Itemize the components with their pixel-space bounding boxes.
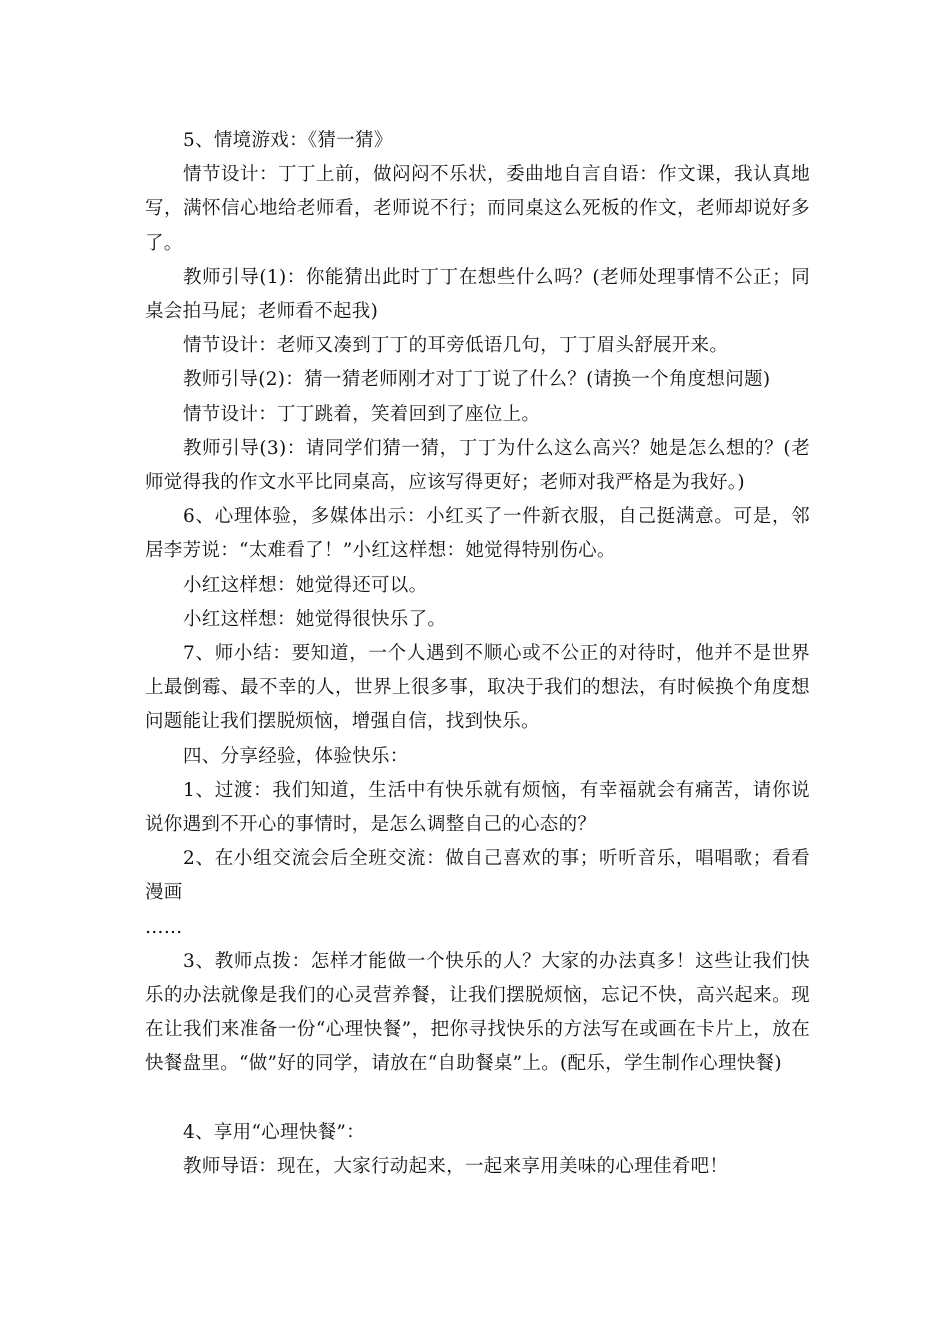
- paragraph-transition: 1、过渡：我们知道，生活中有快乐就有烦恼，有幸福就会有痛苦，请你说说你遇到不开心的事情时，是怎么调整自己的心态的？: [145, 779, 810, 836]
- paragraph-group-exchange: 2、在小组交流会后全班交流：做自己喜欢的事；听听音乐，唱唱歌；看看漫画: [145, 848, 810, 904]
- paragraph-guide-2: 教师引导(2)：猜一猜老师刚才对丁丁说了什么？(请换一个角度想问题): [183, 369, 771, 391]
- heading-share-experience: 四、分享经验，体验快乐：: [183, 745, 409, 767]
- heading-enjoy-snack: 4、享用“心理快餐”：: [183, 1121, 365, 1143]
- paragraph-teacher-words: 教师导语：现在，大家行动起来，一起来享用美味的心理佳肴吧！: [183, 1155, 729, 1177]
- paragraph-plot-2: 情节设计：老师又凑到丁丁的耳旁低语几句，丁丁眉头舒展开来。: [183, 335, 729, 357]
- paragraph-plot-1: 情节设计：丁丁上前，做闷闷不乐状，委曲地自言自语：作文课，我认真地写，满怀信心地给老师看，老师说不行；而同桌这么死板的作文，老师却说好多了。: [145, 164, 810, 254]
- paragraph-thought-2: 小红这样想：她觉得还可以。: [183, 574, 428, 596]
- document-body: [145, 124, 810, 1184]
- paragraph-thought-3: 小红这样想：她觉得很快乐了。: [183, 608, 447, 630]
- paragraph-guide-3: 教师引导(3)：请同学们猜一猜，丁丁为什么这么高兴？她是怎么想的？(老师觉得我的作文水平比同桌高，应该写得更好；老师对我严格是为我好。): [145, 437, 810, 494]
- paragraph-plot-3: 情节设计：丁丁跳着，笑着回到了座位上。: [183, 403, 541, 425]
- ellipsis-line: ……: [145, 916, 183, 938]
- paragraph-guide-1: 教师引导(1)：你能猜出此时丁丁在想些什么吗？(老师处理事情不公正；同桌会拍马屁；老师看不起我): [145, 266, 810, 323]
- paragraph-teacher-tips: 3、教师点拨：怎样才能做一个快乐的人？大家的办法真多！这些让我们快乐的办法就像是我们的心灵营养餐，让我们摆脱烦恼，忘记不快，高兴起来。现在让我们来准备一份“心理快餐”，把你寻找快乐的方法写在或画在卡片上，放在快餐盘里。“做”好的同学，请放在“自助餐桌”上。(配乐，学生制作心理快餐): [145, 950, 810, 1075]
- paragraph-experience: 6、心理体验，多媒体出示：小红买了一件新衣服，自己挺满意。可是，邻居李芳说：“太难看了！”小红这样想：她觉得特别伤心。: [145, 506, 810, 562]
- heading-situation-game: 5、情境游戏：《猜一猜》: [183, 130, 393, 151]
- paragraph-summary: 7、师小结：要知道，一个人遇到不顺心或不公正的对待时，他并不是世界上最倒霉、最不幸的人，世界上很多事，取决于我们的想法，有时候换个角度想问题能让我们摆脱烦恼，增强自信，找到快乐。: [145, 643, 810, 733]
